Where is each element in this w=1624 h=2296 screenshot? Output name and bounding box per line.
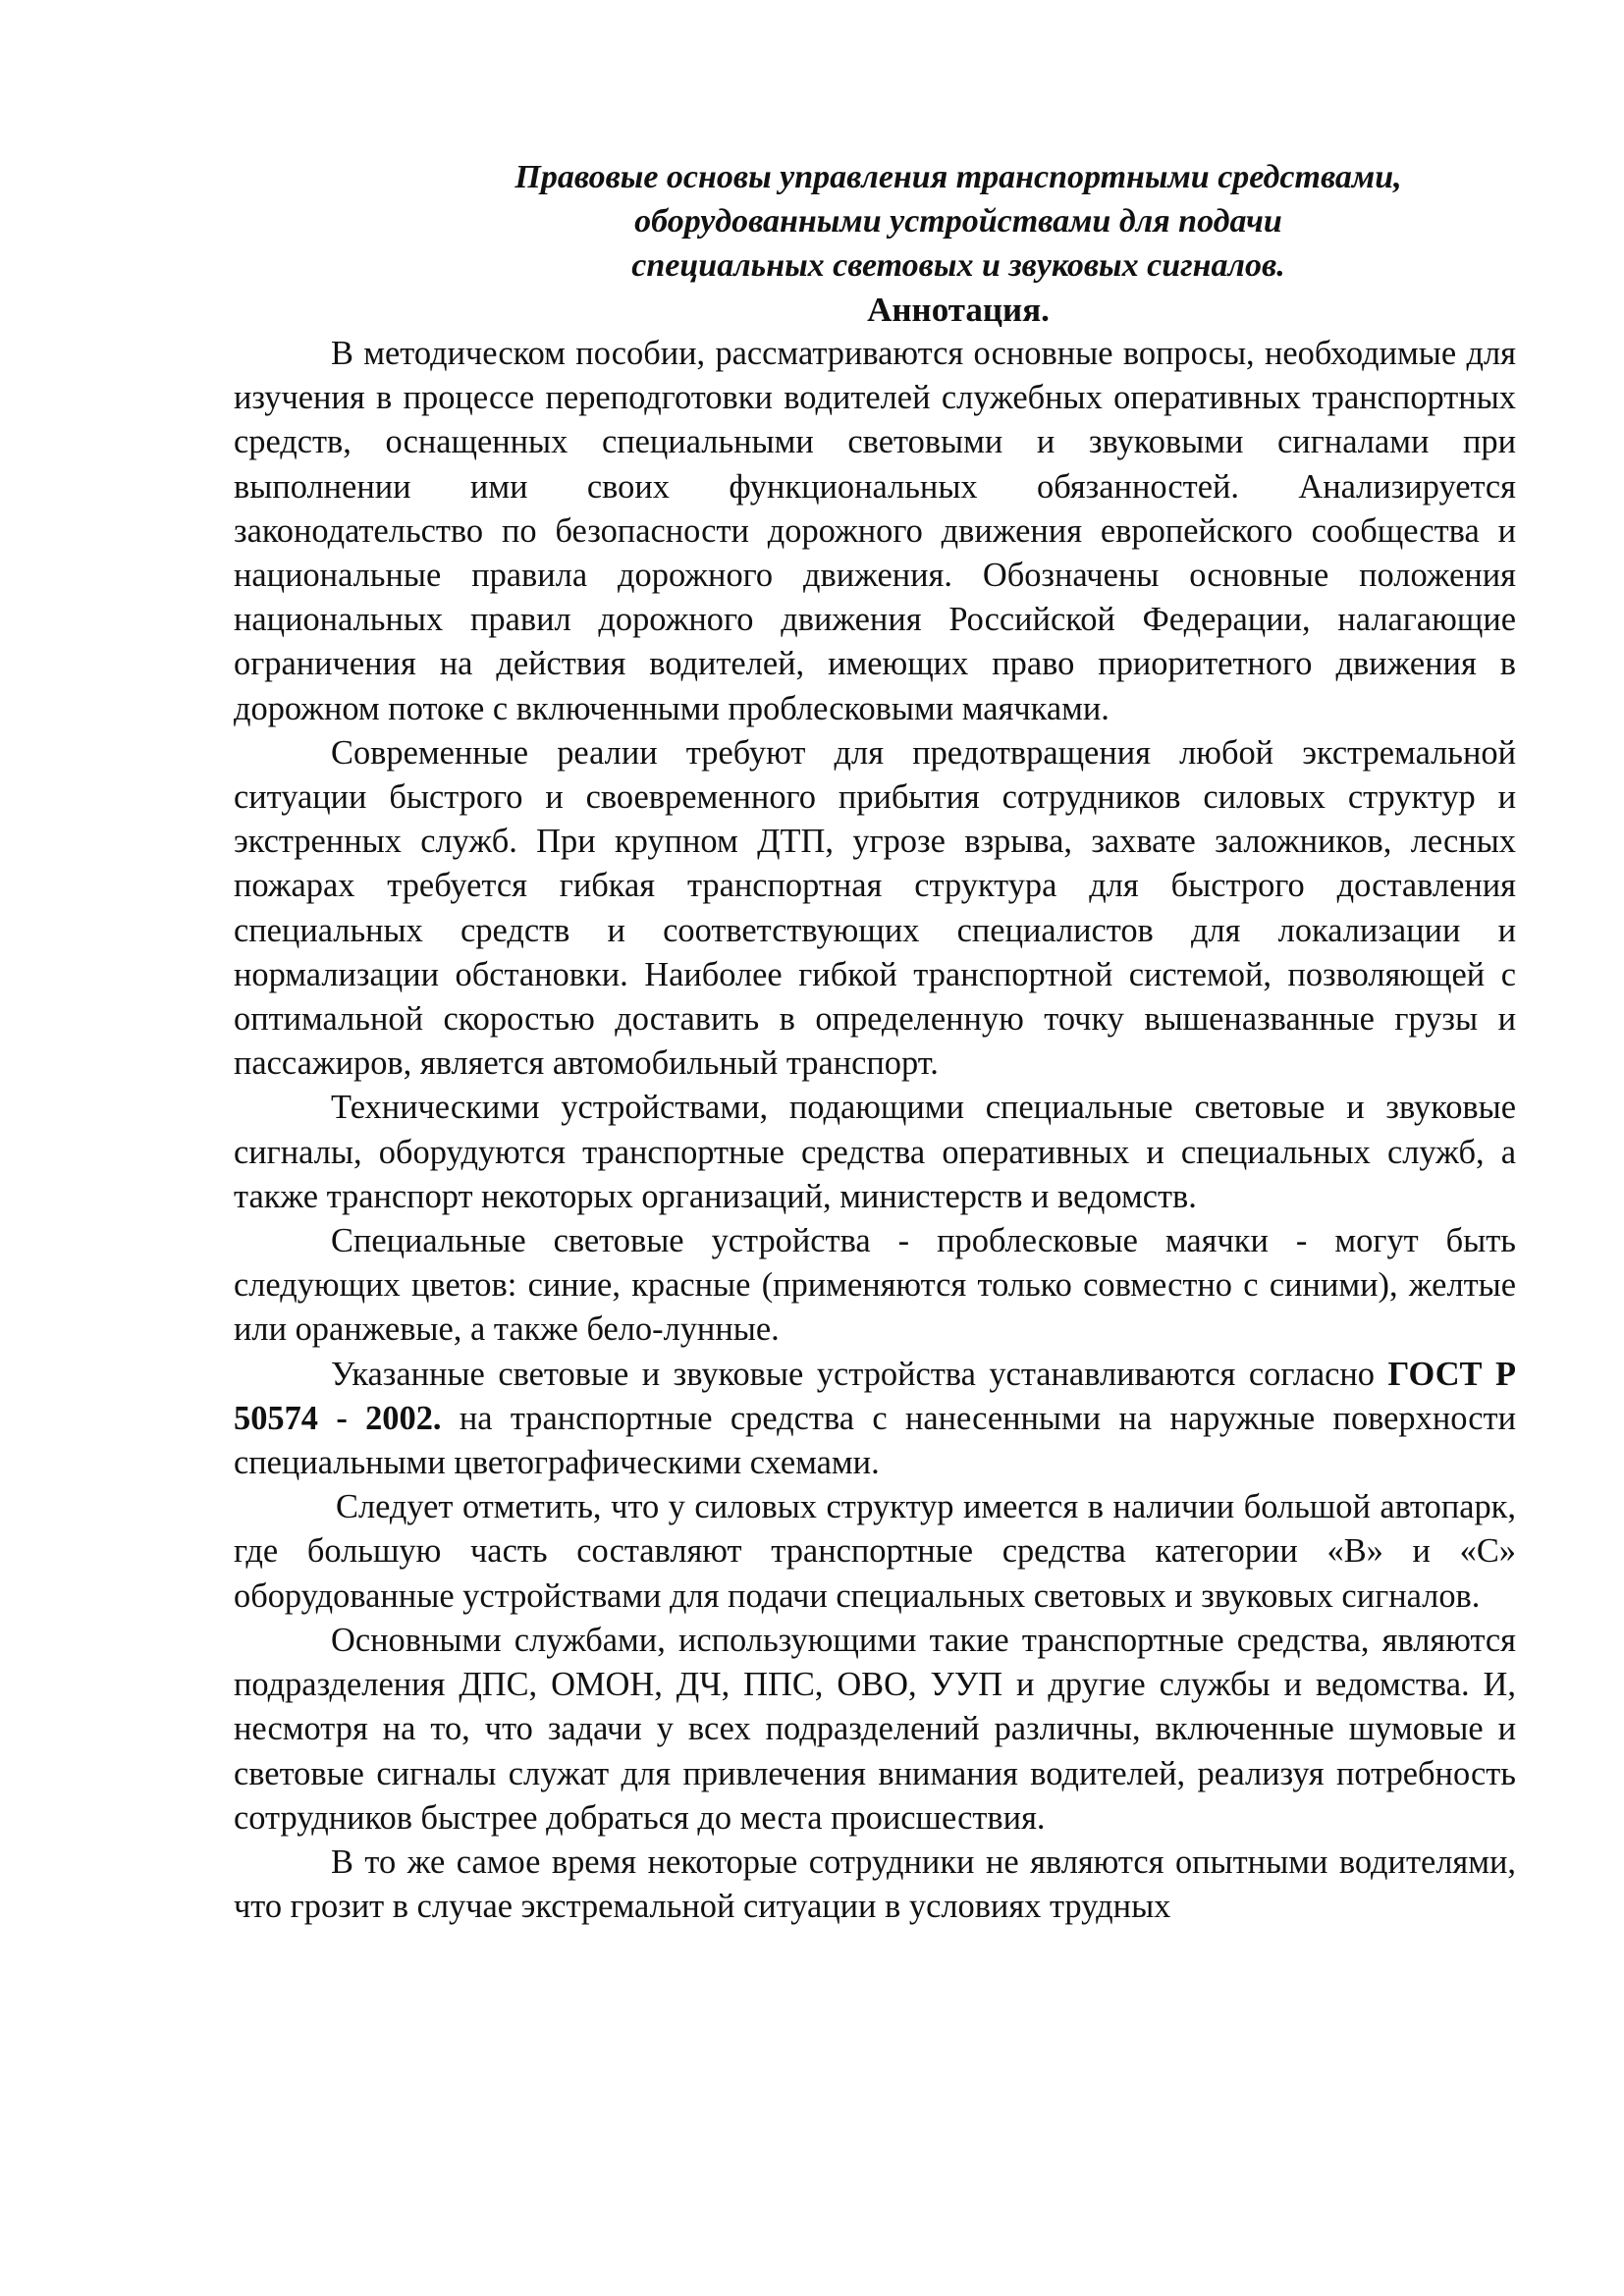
document-title <box>401 155 1516 288</box>
paragraph: Специальные световые устройства - проблесковые маячки - могут быть следующих цветов: синие, красные (применяются только совместно с синими), желтые или оранжевые, а также бело-лунные. <box>234 1222 1516 1349</box>
paragraph: В методическом пособии, рассматриваются основные вопросы, необходимые для изучения в процессе переподготовки водителей служебных оперативных транспортных средств, оснащенных специальными световыми и звуковыми сигналами при выполнении ими своих функциональных обязанностей. Анализируется законодательство по безопасности дорожного движения европейского сообщества и национальные правила дорожного движения. Обозначены основные положения национальных правил дорожного движения Российской Федерации, налагающие ограничения на действия водителей, имеющих право приоритетного движения в дорожном потоке с включенными проблесковыми маячками. <box>234 335 1516 727</box>
document-content <box>234 155 1516 1929</box>
paragraph: Следует отметить, что у силовых структур имеется в наличии большой автопарк, где большую часть составляют транспортные средства категории «В» и «С» оборудованные устройствами для подачи специальных световых и звуковых сигналов. <box>234 1488 1516 1615</box>
title-line: оборудованными устройствами для подачи <box>634 203 1282 240</box>
paragraph: В то же самое время некоторые сотрудники не являются опытными водителями, что грозит в случае экстремальной ситуации в условиях трудных <box>234 1842 1516 1926</box>
paragraph-text: Указанные световые и звуковые устройства устанавливаются согласно <box>331 1355 1388 1393</box>
title-line: специальных световых и звуковых сигналов. <box>631 247 1285 284</box>
paragraph: Техническими устройствами, подающими специальные световые и звуковые сигналы, оборудуются транспортные средства оперативных и специальных служб, а также транспорт некоторых организаций, министерств и ведомств. <box>234 1089 1516 1215</box>
paragraph-gost <box>234 1353 1516 1486</box>
annotation-heading: Аннотация. <box>867 291 1050 329</box>
title-line: Правовые основы управления транспортными средствами, <box>514 159 1402 195</box>
paragraph: Основными службами, использующими такие транспортные средства, являются подразделения ДПС, ОМОН, ДЧ, ППС, ОВО, УУП и другие службы и ведомства. И, несмотря на то, что задачи у всех подразделений различны, включенные шумовые и световые сигналы служат для привлечения внимания водителей, реализуя потребность сотрудников быстрее добраться до места происшествия. <box>234 1621 1516 1837</box>
paragraph: Современные реалии требуют для предотвращения любой экстремальной ситуации быстрого и своевременного прибытия сотрудников силовых структур и экстренных служб. При крупном ДТП, угрозе взрыва, захвате заложников, лесных пожарах требуется гибкая транспортная структура для быстрого доставления специальных средств и соответствующих специалистов для локализации и нормализации обстановки. Наиболее гибкой транспортной системой, позволяющей с оптимальной скоростью доставить в определенную точку вышеназванные грузы и пассажиров, является автомобильный транспорт. <box>234 733 1516 1083</box>
document-body <box>234 332 1516 1929</box>
paragraph-text: на транспортные средства с нанесенными на наружные поверхности специальными цветографическими схемами. <box>234 1399 1516 1482</box>
gost-reference: ГОСТ Р 50574 - 2002. <box>234 1355 1516 1437</box>
